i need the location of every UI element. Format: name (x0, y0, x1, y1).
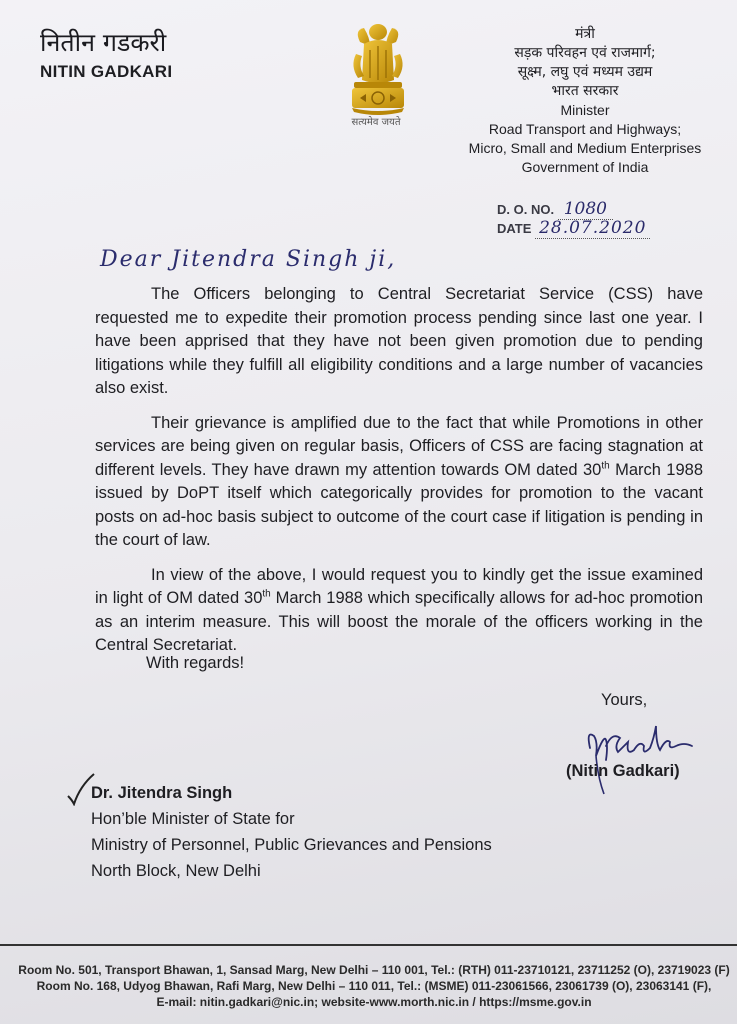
addressee-name: Dr. Jitendra Singh (91, 784, 233, 802)
paragraph-3: In view of the above, I would request you to kindly get the issue examined in light of OM dated 30th March 1988 which specifically allows for ad-hoc promotion as an interim measure. This will boost the morale of the officers working in the Central Secretariat. (95, 565, 703, 654)
do-number-label: D. O. NO. (497, 202, 555, 217)
closing-line: With regards! (146, 654, 245, 672)
date-label: DATE (497, 221, 532, 236)
sender-name-english: NITIN GADKARI (40, 62, 173, 81)
sender-name-hindi: नितीन गडकरी (40, 28, 167, 57)
footer-line-1: Room No. 501, Transport Bhawan, 1, Sansad Marg, New Delhi – 110 001, Tel.: (RTH) 011-23710121, 23711252 (O), 23719023 (F) (18, 963, 730, 977)
designation-line-8: Government of India (521, 159, 649, 175)
paragraph-2: Their grievance is amplified due to the fact that while Promotions in other services are being given on regular basis, Officers of CSS are facing stagnation at different levels. They have drawn my attention towards OM dated 30th March 1988 issued by DoPT itself which categorically provides for promotion to the vacant posts on ad-hoc basis subject to outcome of the court case if litigation is pending in the court of law. (95, 413, 704, 549)
designation-line-4: भारत सरकार (551, 83, 619, 99)
addressee-location: North Block, New Delhi (91, 862, 261, 880)
emblem-motto: सत्यमेव जयते (351, 117, 401, 128)
letter-body (95, 283, 703, 669)
designation-line-2: सड़क परिवहन एवं राजमार्ग; (514, 45, 656, 61)
addressee-designation: Hon’ble Minister of State for (91, 810, 295, 828)
signatory-name: (Nitin Gadkari) (566, 762, 680, 780)
designation-line-3: सूक्ष्म, लघु एवं मध्यम उद्यम (517, 64, 653, 80)
designation-line-5: Minister (560, 102, 610, 118)
designation-line-1: मंत्री (575, 26, 595, 42)
signature (584, 716, 704, 796)
addressee-block (91, 780, 492, 884)
designation-line-6: Road Transport and Highways; (488, 121, 682, 137)
ministry-designation-block (440, 25, 730, 177)
addressee-ministry: Ministry of Personnel, Public Grievances and Pensions (91, 836, 492, 854)
do-number-field (497, 199, 613, 219)
footer-line-2: Room No. 168, Udyog Bhawan, Rafi Marg, New Delhi – 110 011, Tel.: (MSME) 011-23061566, 23061739 (O), 23063141 (F), (36, 979, 712, 993)
date-field (497, 218, 650, 238)
valediction: Yours, (601, 691, 648, 709)
corner-mark (690, 0, 737, 8)
paragraph-1: The Officers belonging to Central Secretariat Service (CSS) have requested me to expedite their promotion process pending since last one year. I have been apprised that they have not been given promotion due to pending litigations while they fulfill all eligibility conditions and a large number of vacancies also exist. (95, 285, 703, 397)
footer-divider (0, 944, 737, 946)
do-number-value: 1080 (558, 199, 613, 220)
designation-line-7: Micro, Small and Medium Enterprises (468, 140, 702, 156)
office-address-footer (0, 962, 737, 1010)
footer-line-3: E-mail: nitin.gadkari@nic.in; website-www.morth.nic.in / https://msme.gov.in (156, 995, 592, 1009)
date-value: 28.07.2020 (535, 218, 650, 239)
handwritten-salutation: Dear Jitendra Singh ji, (100, 247, 397, 272)
